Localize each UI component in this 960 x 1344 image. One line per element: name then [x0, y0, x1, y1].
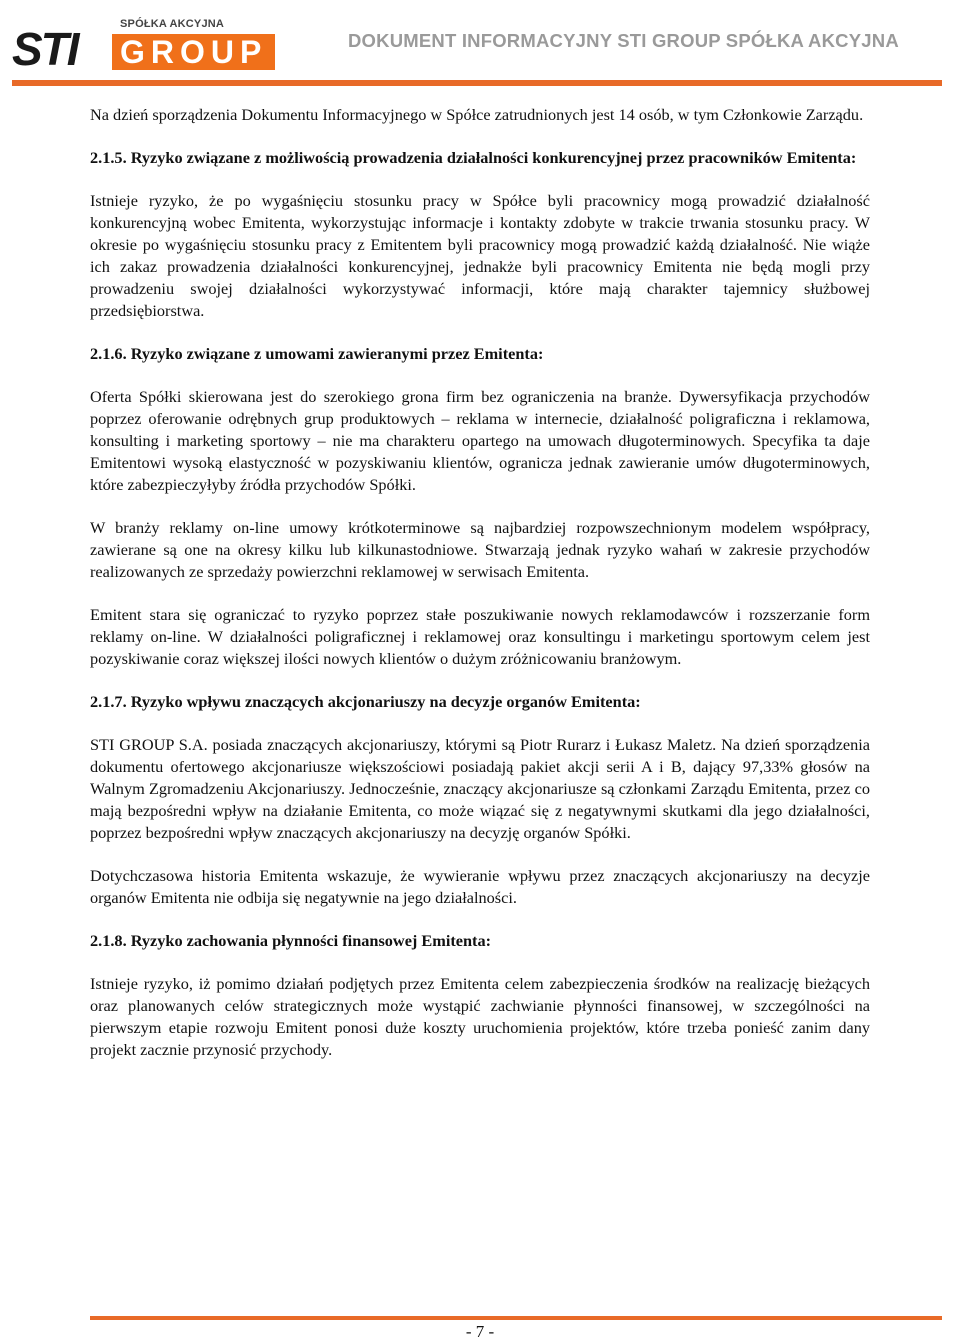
paragraph-2-1-5: Istnieje ryzyko, że po wygaśnięciu stosunku pracy w Spółce byli pracownicy mogą prowadzić działalność konkurencyjną wobec Emitenta, wykorzystując informacje i kontakty zdobyte w trakcie trwania stosunku pracy. W okresie po wygaśnięciu stosunku pracy z Emitentem byli pracownicy mogą prowadzić każdą działalność. Nie wiąże ich zakaz prowadzenia działalności konkurencyjnej, jednakże byli pracownicy Emitenta nie będą mogli przy prowadzeniu swojej działalności wykorzystywać informacji, które mają charakter tajemnicy służbowej przedsiębiorstwa. [90, 191, 870, 320]
section-heading-2-1-6: 2.1.6. Ryzyko związane z umowami zawieranymi przez Emitenta: [90, 344, 544, 363]
paragraph-2-1-7-a: STI GROUP S.A. posiada znaczących akcjonariuszy, którymi są Piotr Rurarz i Łukasz Maletz. Na dzień sporządzenia dokumentu ofertowego akcjonariusze większościowi posiadają pakiet akcji serii A i B, dający 97,33% głosów na Walnym Zgromadzeniu Akcjonariuszy. Jednocześnie, znaczący akcjonariusze są członkami Zarządu Emitenta, przez co mają bezpośredni wpływ na działanie Emitenta, co może wiązać się z negatywnymi skutkami dla jego działalności, poprzez bezpośredni wpływ znaczących akcjonariuszy na decyzję organów Spółki. [90, 735, 870, 842]
paragraph-2-1-7-b: Dotychczasowa historia Emitenta wskazuje, że wywieranie wpływu przez znaczących akcjonariuszy na decyzje organów Emitenta nie odbija się negatywnie na jego działalności. [90, 866, 870, 907]
sti-group-logo [12, 8, 312, 75]
section-heading-2-1-8: 2.1.8. Ryzyko zachowania płynności finansowej Emitenta: [90, 931, 492, 950]
paragraph-2-1-8: Istnieje ryzyko, iż pomimo działań podjętych przez Emitenta celem zabezpieczenia środków na realizację bieżących oraz planowanych celów strategicznych może wystąpić zachwianie płynności finansowej, w szczególności na pierwszym etapie rozwoju Emitent ponosi duże koszty uruchomienia projektów, które trzeba ponieść zanim dany projekt zacznie przynosić przychody. [90, 974, 870, 1059]
logo-sti-text: STI [12, 23, 78, 75]
paragraph-2-1-6-b: W branży reklamy on-line umowy krótkoterminowe są najbardziej rozpowszechnionym modelem współpracy, zawierane są one na okresy kilku lub kilkunastodniowe. Stwarzają jednak ryzyko wahań w zakresie przychodów realizowanych ze sprzedaży powierzchni reklamowej w serwisach Emitenta. [90, 518, 870, 581]
company-type-label: SPÓŁKA AKCYJNA [120, 18, 225, 30]
page-number: - 7 - [465, 1322, 495, 1341]
section-heading-2-1-7: 2.1.7. Ryzyko wpływu znaczących akcjonariuszy na decyzje organów Emitenta: [90, 692, 641, 711]
paragraph-2-1-6-c: Emitent stara się ograniczać to ryzyko poprzez stałe poszukiwanie nowych reklamodawców i rozszerzanie form reklamy on-line. W działalności poligraficznej i reklamowej oraz konsultingu i marketingu sportowym celem jest pozyskiwanie coraz większej ilości nowych klientów o dużym zróżnicowaniu branżowym. [90, 605, 870, 668]
logo-group-text: GROUP [112, 34, 275, 70]
header-divider [12, 80, 942, 86]
page-header [0, 0, 960, 90]
footer-divider [90, 1316, 942, 1320]
paragraph-2-1-6-a: Oferta Spółki skierowana jest do szerokiego grona firm bez ograniczenia na branże. Dywersyfikacja przychodów poprzez oferowanie odrębnych grup produktowych – reklama w internecie, działalność poligraficzna i reklamowa, konsulting i marketing sportowy – nie ma charakteru opartego na umowach długoterminowych. Specyfika ta daje Emitentowi wysoką elastyczność w pozyskiwaniu klientów, ogranicza jednak zawieranie umów długoterminowych, które zabezpieczyłyby źródła przychodów Spółki. [90, 387, 870, 494]
section-heading-2-1-5: 2.1.5. Ryzyko związane z możliwością prowadzenia działalności konkurencyjnej przez pracowników Emitenta: [90, 148, 857, 167]
paragraph-employees: Na dzień sporządzenia Dokumentu Informacyjnego w Spółce zatrudnionych jest 14 osób, w tym Członkowie Zarządu. [90, 105, 864, 124]
document-title: DOKUMENT INFORMACYJNY STI GROUP SPÓŁKA AKCYJNA [348, 30, 899, 51]
document-body [90, 104, 870, 1082]
